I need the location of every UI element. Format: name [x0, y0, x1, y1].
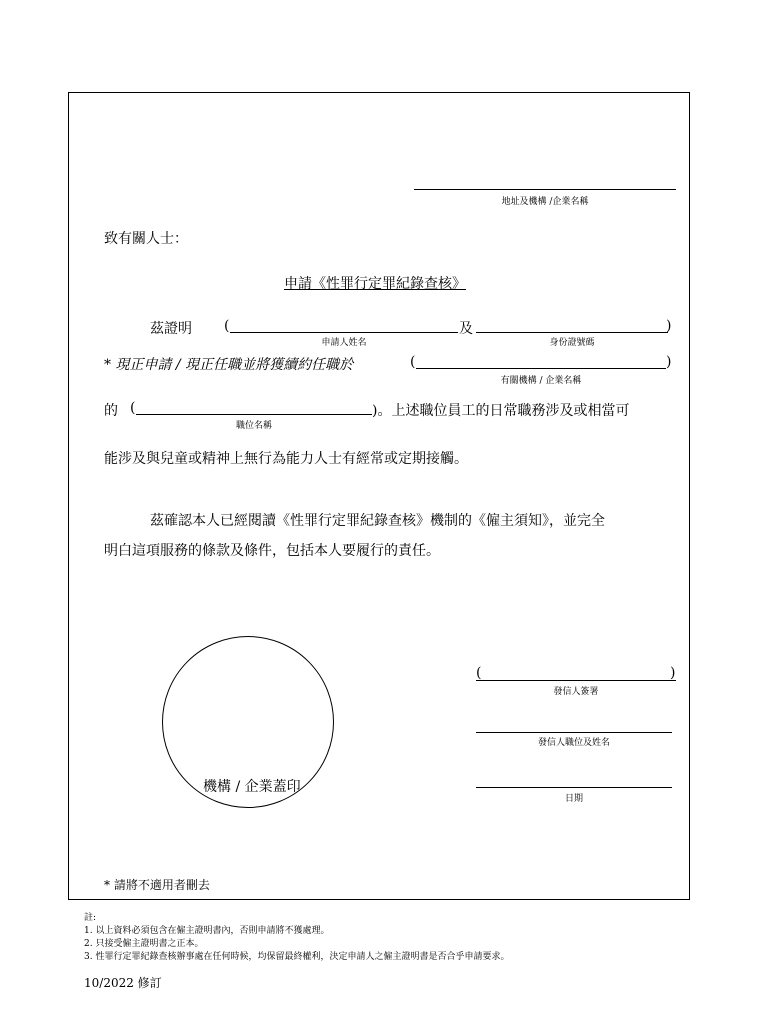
- certify-open-paren: (: [224, 318, 230, 334]
- signature-close-paren: ): [670, 665, 676, 681]
- address-caption: 地址及機構 /企業名稱: [501, 197, 589, 207]
- employment-open-paren: (: [410, 354, 416, 370]
- employment-close-paren: ): [666, 354, 672, 370]
- position-lead: 的: [104, 403, 118, 419]
- page-title: 申請《性罪行定罪紀錄查核》: [284, 276, 466, 292]
- title-name-line[interactable]: [476, 732, 672, 733]
- signature-open-paren: (: [476, 665, 482, 681]
- id-number-caption: 身份證號碼: [549, 338, 595, 348]
- position-caption: 職位名稱: [235, 421, 272, 431]
- position-line[interactable]: [136, 414, 372, 415]
- notes-heading: 註:: [84, 913, 97, 923]
- form-border: [68, 92, 690, 900]
- salutation: 致有關人士：: [104, 231, 188, 247]
- address-line[interactable]: [414, 189, 676, 190]
- position-line2: 能涉及與兒童或精神上無行為能力人士有經常或定期接觸。: [104, 451, 468, 467]
- acknowledge-line2: 明白這項服務的條款及條件，包括本人要履行的責任。: [104, 543, 440, 559]
- applicant-name-caption: 申請人姓名: [321, 338, 367, 348]
- footnote: * 請將不適用者刪去: [104, 878, 210, 892]
- note-item: 3. 性罪行定罪紀錄查核辦事處在任何時候，均保留最終權利，決定申請人之僱主證明書是否合乎申請要求。: [84, 952, 510, 962]
- certify-lead: 茲證明: [150, 321, 192, 337]
- organisation-caption: 有關機構 / 企業名稱: [500, 376, 582, 386]
- date-line[interactable]: [476, 787, 672, 788]
- organisation-line[interactable]: [416, 368, 666, 369]
- signature-line[interactable]: [476, 680, 676, 681]
- position-open-paren: (: [130, 400, 136, 416]
- revision-label: 10/2022 修訂: [84, 976, 162, 990]
- note-item: 2. 只接受僱主證明書之正本。: [84, 939, 204, 949]
- certify-and: 及: [459, 321, 473, 337]
- applicant-name-line[interactable]: [230, 332, 458, 333]
- certify-close-paren: ): [666, 318, 672, 334]
- id-number-line[interactable]: [476, 332, 668, 333]
- signature-caption: 發信人簽署: [553, 687, 599, 697]
- employment-lead: * 現正申請 / 現正任職並將獲續約任職於: [104, 357, 354, 373]
- note-item: 1. 以上資料必須包含在僱主證明書內，否則申請將不獲處理。: [84, 926, 330, 936]
- date-caption: 日期: [564, 794, 583, 804]
- title-name-caption: 發信人職位及姓名: [537, 738, 610, 748]
- acknowledge-line1: 茲確認本人已經閱讀《性罪行定罪紀錄查核》機制的《僱主須知》，並完全: [150, 513, 605, 529]
- position-tail: )。上述職位員工的日常職務涉及或相當可: [372, 403, 630, 419]
- seal-label: 機構 / 企業蓋印: [203, 779, 301, 795]
